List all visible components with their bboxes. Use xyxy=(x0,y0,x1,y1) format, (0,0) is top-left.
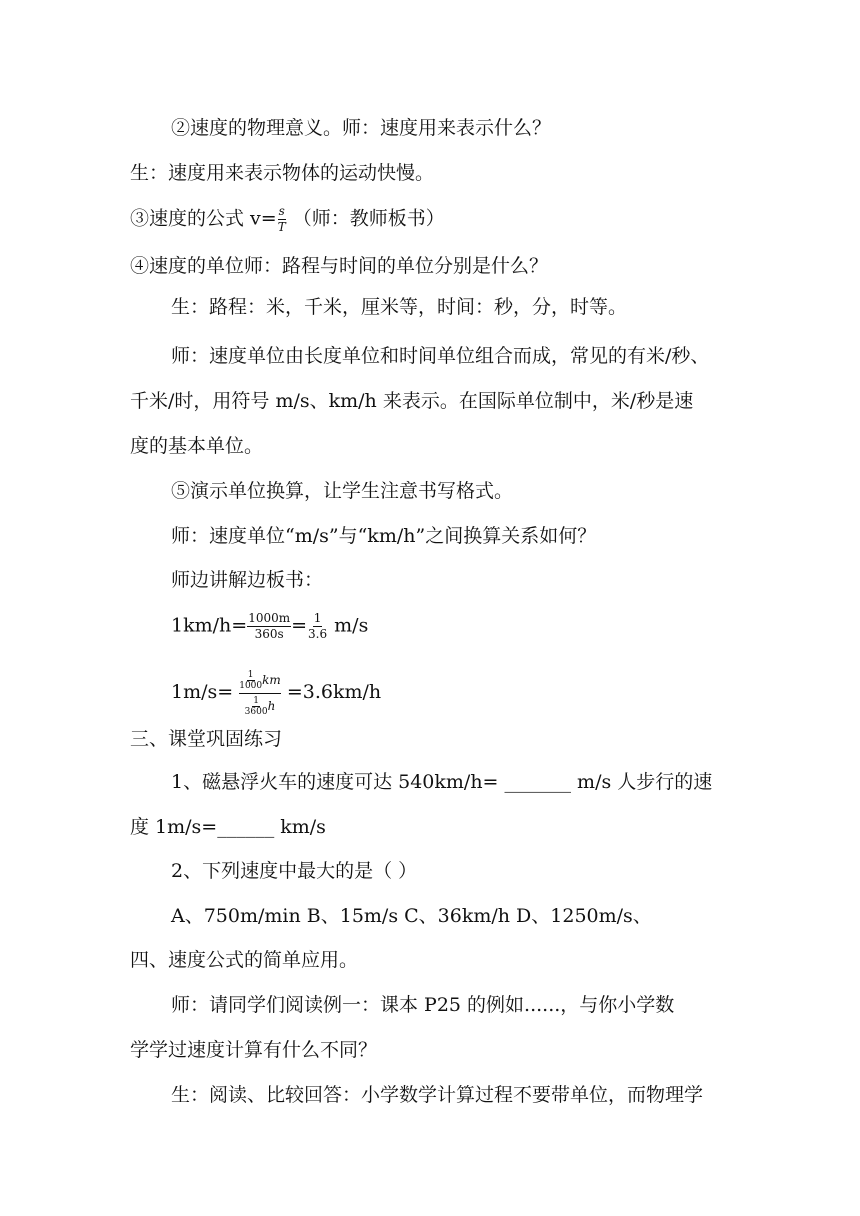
text-line: 生：速度用来表示物体的运动快慢。 xyxy=(130,162,435,184)
mini-numerator: 1 xyxy=(253,695,259,706)
text-line: 千米/时，用符号 m/s、km/h 来表示。在国际单位制中，米/秒是速 xyxy=(130,390,694,412)
text-line: 生：阅读、比较回答：小学数学计算过程不要带单位，而物理学 xyxy=(171,1084,704,1106)
text-line: 学学过速度计算有什么不同？ xyxy=(130,1039,378,1061)
mini-fraction xyxy=(239,670,262,691)
fraction-1-over-3-6 xyxy=(307,612,328,641)
fraction-s-over-t xyxy=(277,205,287,234)
compound-numerator xyxy=(239,668,281,694)
question-line: 2、下列速度中最大的是（ ） xyxy=(171,860,418,882)
fraction-denominator: T xyxy=(277,220,286,234)
formula-line-ms xyxy=(171,668,381,718)
question-options: A、750m/min B、15m/s C、36km/h D、1250m/s、 xyxy=(171,905,652,927)
unit-h: h xyxy=(267,699,276,713)
compound-denominator xyxy=(245,694,276,718)
text-line: ②速度的物理意义。师：速度用来表示什么？ xyxy=(171,117,552,139)
mini-fraction xyxy=(245,696,268,717)
formula-prefix: 1m/s= xyxy=(171,681,240,703)
mini-numerator: 1 xyxy=(247,669,254,680)
section-heading: 四、速度公式的简单应用。 xyxy=(130,949,359,971)
formula-suffix: =3.6km/h xyxy=(280,681,382,703)
text-line: ④速度的单位师：路程与时间的单位分别是什么？ xyxy=(130,255,549,277)
text-line: 师：请同学们阅读例一：课本 P25 的例如......，与你小学数 xyxy=(171,994,675,1016)
formula-suffix: m/s xyxy=(328,614,369,637)
formula-prefix: 1km/h= xyxy=(171,614,248,637)
text-line: ⑤演示单位换算，让学生注意书写格式。 xyxy=(171,480,514,502)
fraction-numerator: 1000m xyxy=(248,611,291,625)
fraction-1000m-over-360s xyxy=(247,612,291,641)
text-line: 度的基本单位。 xyxy=(130,435,264,457)
text-line: 师：速度单位“m/s”与“km/h”之间换算关系如何？ xyxy=(171,525,597,547)
formula-line-velocity xyxy=(130,205,445,234)
formula-prefix: ③速度的公式 v= xyxy=(130,207,277,230)
text-line: 生：路程：米，千米，厘米等，时间：秒，分，时等。 xyxy=(171,296,628,318)
mini-denominator: 1000 xyxy=(239,680,263,691)
question-line: 1、磁悬浮火车的速度可达 540km/h= _______ m/s 人步行的速 xyxy=(171,771,713,793)
fraction-numerator: 1 xyxy=(313,611,322,625)
formula-suffix: （师：教师板书） xyxy=(286,207,445,230)
fraction-numerator: s xyxy=(278,204,285,218)
text-line: 师：速度单位由长度单位和时间单位组合而成，常见的有米/秒、 xyxy=(171,345,710,367)
text-line: 师边讲解边板书： xyxy=(171,569,324,591)
equals-sign: = xyxy=(291,614,308,637)
unit-km: km xyxy=(262,673,281,687)
fraction-denominator: 3.6 xyxy=(308,627,328,641)
formula-line-kmh xyxy=(171,612,368,641)
fraction-denominator: 360s xyxy=(254,627,284,641)
section-heading: 三、课堂巩固练习 xyxy=(130,728,283,750)
question-line: 度 1m/s=______ km/s xyxy=(130,816,326,838)
mini-denominator: 3600 xyxy=(244,706,268,717)
compound-fraction xyxy=(239,668,281,718)
